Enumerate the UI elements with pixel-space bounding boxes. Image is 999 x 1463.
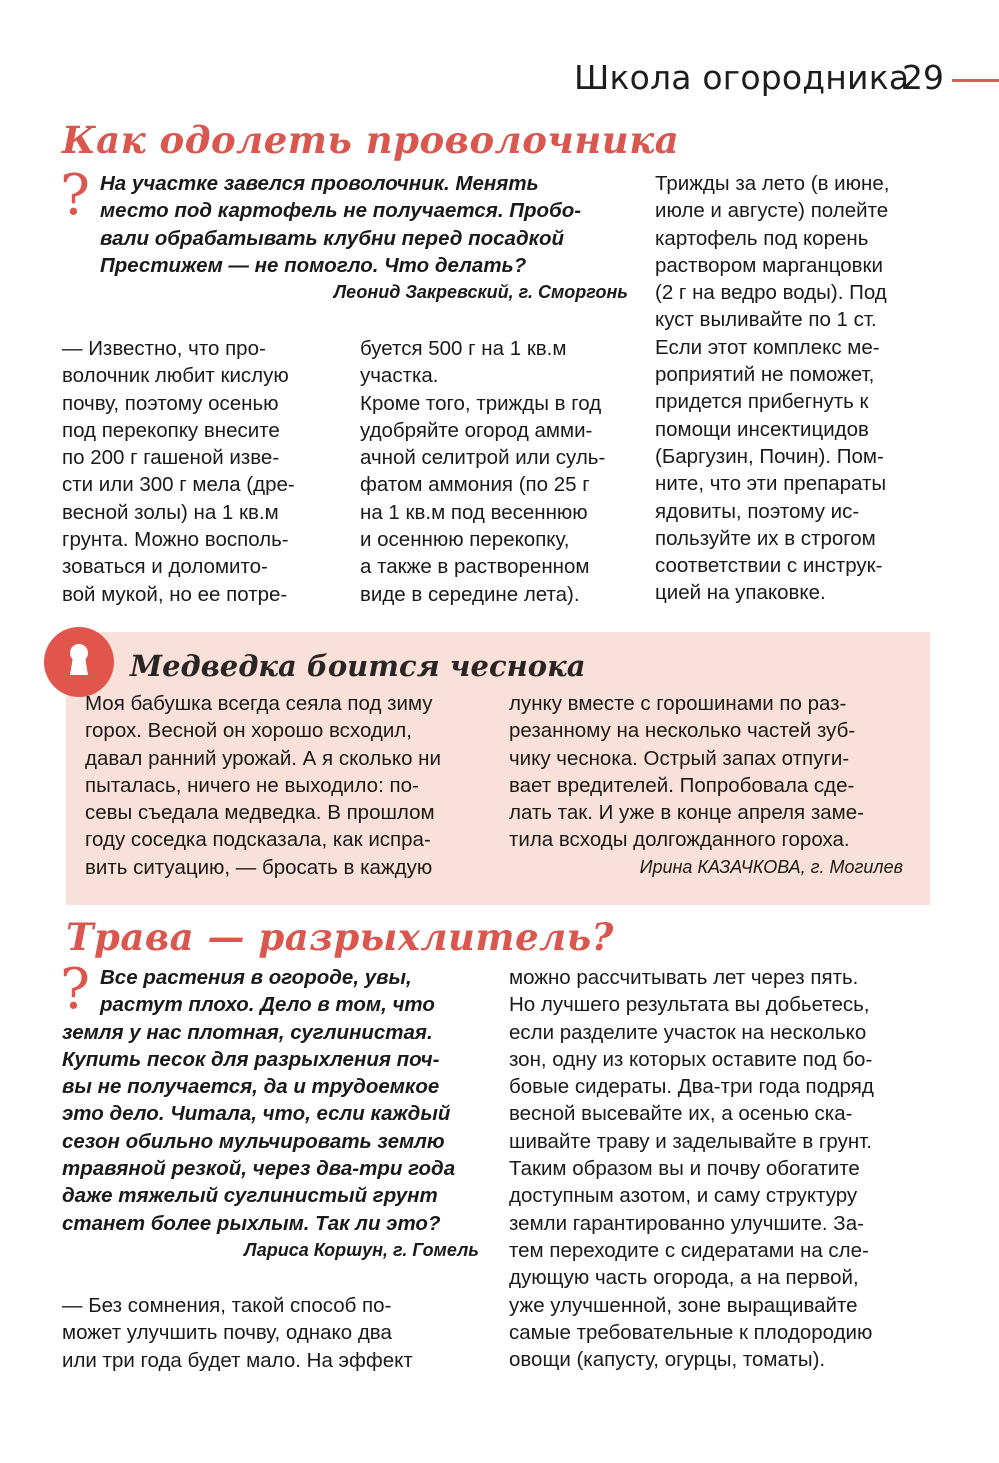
text-line: Но лучшего результата вы добьетесь, bbox=[509, 993, 870, 1017]
text-line: почву, поэтому осенью bbox=[62, 391, 279, 415]
text-line: на 1 кв.м под весеннюю bbox=[360, 500, 588, 524]
text-line: Моя бабушка всегда сеяла под зиму bbox=[85, 692, 433, 715]
text-line: Кроме того, трижды в год bbox=[360, 391, 602, 415]
question-line: даже тяжелый суглинистый грунт bbox=[62, 1184, 438, 1208]
text-line: горох. Весной он хорошо всходил, bbox=[85, 719, 412, 743]
text-line: чику чеснока. Острый запах отпуги- bbox=[509, 746, 850, 770]
article1-answer-col2 bbox=[360, 335, 628, 608]
tip-badge bbox=[44, 627, 114, 697]
text-line: резанному на несколько частей зуб- bbox=[509, 719, 856, 743]
text-line: земли гарантированно улучшите. За- bbox=[509, 1211, 864, 1235]
text-line: доступным азотом, и саму структуру bbox=[509, 1184, 858, 1208]
text-line: пользуйте их в строгом bbox=[655, 526, 876, 550]
question-mark-icon: ? bbox=[60, 163, 91, 228]
text-line: давал ранний урожай. А я сколько ни bbox=[85, 746, 441, 770]
text-line: весной высевайте их, а осенью ска- bbox=[509, 1102, 853, 1126]
text-line: по 200 г гашеной изве- bbox=[62, 446, 280, 470]
text-line: виде в середине лета). bbox=[360, 582, 580, 606]
text-line: придется прибегнуть к bbox=[655, 390, 869, 414]
text-line: — Без сомнения, такой способ по- bbox=[62, 1294, 392, 1317]
article2-question-lead bbox=[100, 964, 479, 1019]
header-rule bbox=[952, 79, 999, 82]
question-line: вали обрабатывать клубни перед посадкой bbox=[100, 226, 565, 250]
question-line: вы не получается, да и трудоемкое bbox=[62, 1075, 440, 1099]
text-line: роприятий не поможет, bbox=[655, 363, 875, 387]
question-line: Все растения в огороде, увы, bbox=[100, 966, 412, 989]
text-line: самые требовательные к плодородию bbox=[509, 1320, 873, 1344]
article1-title: Как одолеть проволочника bbox=[62, 118, 680, 162]
text-line: весной золы) на 1 кв.м bbox=[62, 500, 279, 524]
text-line: вает вредителей. Попробовала сде- bbox=[509, 773, 855, 797]
text-line: тем переходите с сидератами на сле- bbox=[509, 1238, 869, 1262]
question-mark-icon: ? bbox=[60, 957, 91, 1022]
question-line: На участке завелся проволочник. Менять bbox=[100, 172, 539, 195]
question-author: Леонид Закревский, г. Сморгонь bbox=[333, 282, 628, 303]
text-line: Если этот комплекс ме- bbox=[655, 335, 880, 359]
text-line: если разделите участок на несколько bbox=[509, 1020, 867, 1044]
article1-answer-col1 bbox=[62, 335, 330, 608]
tip-col1 bbox=[85, 690, 479, 881]
text-line: грунта. Можно восполь- bbox=[62, 528, 289, 552]
question-author: Лариса Коршун, г. Гомель bbox=[244, 1239, 479, 1260]
question-line: земля у нас плотная, суглинистая. bbox=[62, 1020, 433, 1044]
question-line: травяной резкой, через два-три года bbox=[62, 1157, 456, 1181]
text-line: пыталась, ничего не выходило: по- bbox=[85, 773, 419, 797]
text-line: может улучшить почву, однако два bbox=[62, 1321, 392, 1345]
text-line: и осеннюю перекопку, bbox=[360, 528, 570, 552]
text-line: картофель под корень bbox=[655, 226, 869, 250]
text-line: лунку вместе с горошинами по раз- bbox=[509, 692, 847, 715]
text-line: волочник любит кислую bbox=[62, 364, 289, 388]
question-line: это дело. Читала, что, если каждый bbox=[62, 1102, 451, 1126]
article2-title: Трава — разрыхлитель? bbox=[66, 915, 614, 959]
article1-question bbox=[100, 170, 628, 306]
text-line: (Баргузин, Почин). Пом- bbox=[655, 444, 884, 468]
question-line: Престижем — не помогло. Что делать? bbox=[100, 253, 527, 277]
article2-answer-col1 bbox=[62, 1292, 479, 1374]
text-line: севы съедала медведка. В прошлом bbox=[85, 801, 435, 825]
text-line: помощи инсектицидов bbox=[655, 417, 869, 441]
text-line: ните, что эти препараты bbox=[655, 472, 887, 496]
text-line: бовые сидераты. Два-три года подряд bbox=[509, 1075, 874, 1099]
text-line: (2 г на ведро воды). Под bbox=[655, 281, 887, 305]
tip-title: Медведка боится чеснока bbox=[130, 649, 586, 683]
question-line: сезон обильно мульчировать землю bbox=[62, 1129, 445, 1153]
question-line: место под картофель не получается. Пробо- bbox=[100, 199, 582, 223]
text-line: вить ситуацию, — бросать в каждую bbox=[85, 855, 433, 879]
text-line: тила всходы долгожданного гороха. bbox=[509, 828, 850, 852]
question-line: Купить песок для разрыхления поч- bbox=[62, 1047, 440, 1071]
running-head bbox=[560, 58, 999, 104]
article2-question bbox=[62, 1019, 479, 1265]
text-line: вой мукой, но ее потре- bbox=[62, 582, 288, 606]
text-line: можно рассчитывать лет через пять. bbox=[509, 966, 859, 989]
text-line: участка. bbox=[360, 364, 439, 388]
text-line: овощи (капусту, огурцы, томаты). bbox=[509, 1348, 826, 1372]
text-line: — Известно, что про- bbox=[62, 337, 266, 360]
text-line: Трижды за лето (в июне, bbox=[655, 172, 890, 195]
section-name: Школа огородника bbox=[574, 58, 910, 97]
text-line: а также в растворенном bbox=[360, 555, 590, 579]
text-line: буется 500 г на 1 кв.м bbox=[360, 337, 567, 360]
text-line: цией на упаковке. bbox=[655, 581, 826, 605]
text-line: фатом аммония (по 25 г bbox=[360, 473, 590, 497]
text-line: соответствии с инструк- bbox=[655, 554, 883, 578]
text-line: удобряйте огород амми- bbox=[360, 418, 593, 442]
text-line: году соседка подсказала, как испра- bbox=[85, 828, 431, 852]
text-line: ачной селитрой или суль- bbox=[360, 446, 606, 470]
text-line: Таким образом вы и почву обогатите bbox=[509, 1157, 860, 1181]
keyhole-icon bbox=[44, 627, 114, 697]
tip-col2 bbox=[509, 690, 903, 881]
text-line: лать так. И уже в конце апреля заме- bbox=[509, 801, 864, 825]
text-line: раствором марганцовки bbox=[655, 253, 883, 277]
text-line: дующую часть огорода, а на первой, bbox=[509, 1266, 859, 1290]
text-line: уже улучшенной, зоне выращивайте bbox=[509, 1293, 858, 1317]
text-line: зоваться и доломито- bbox=[62, 555, 268, 579]
text-line: июле и августе) полейте bbox=[655, 199, 889, 223]
question-line: станет более рыхлым. Так ли это? bbox=[62, 1211, 441, 1235]
text-line: шивайте траву и заделывайте в грунт. bbox=[509, 1129, 872, 1153]
text-line: зон, одну из которых оставите под бо- bbox=[509, 1047, 873, 1071]
text-line: куст выливайте по 1 ст. bbox=[655, 308, 877, 332]
text-line: ядовиты, поэтому ис- bbox=[655, 499, 860, 523]
text-line: сти или 300 г мела (дре- bbox=[62, 473, 295, 497]
text-line: под перекопку внесите bbox=[62, 418, 280, 442]
question-line: растут плохо. Дело в том, что bbox=[100, 993, 435, 1017]
page-number: 29 bbox=[902, 58, 944, 97]
tip-author: Ирина КАЗАЧКОВА, г. Могилев bbox=[639, 856, 903, 877]
text-line: или три года будет мало. На эффект bbox=[62, 1348, 413, 1372]
article1-answer-col3 bbox=[655, 170, 923, 607]
article2-answer-col2 bbox=[509, 964, 928, 1373]
